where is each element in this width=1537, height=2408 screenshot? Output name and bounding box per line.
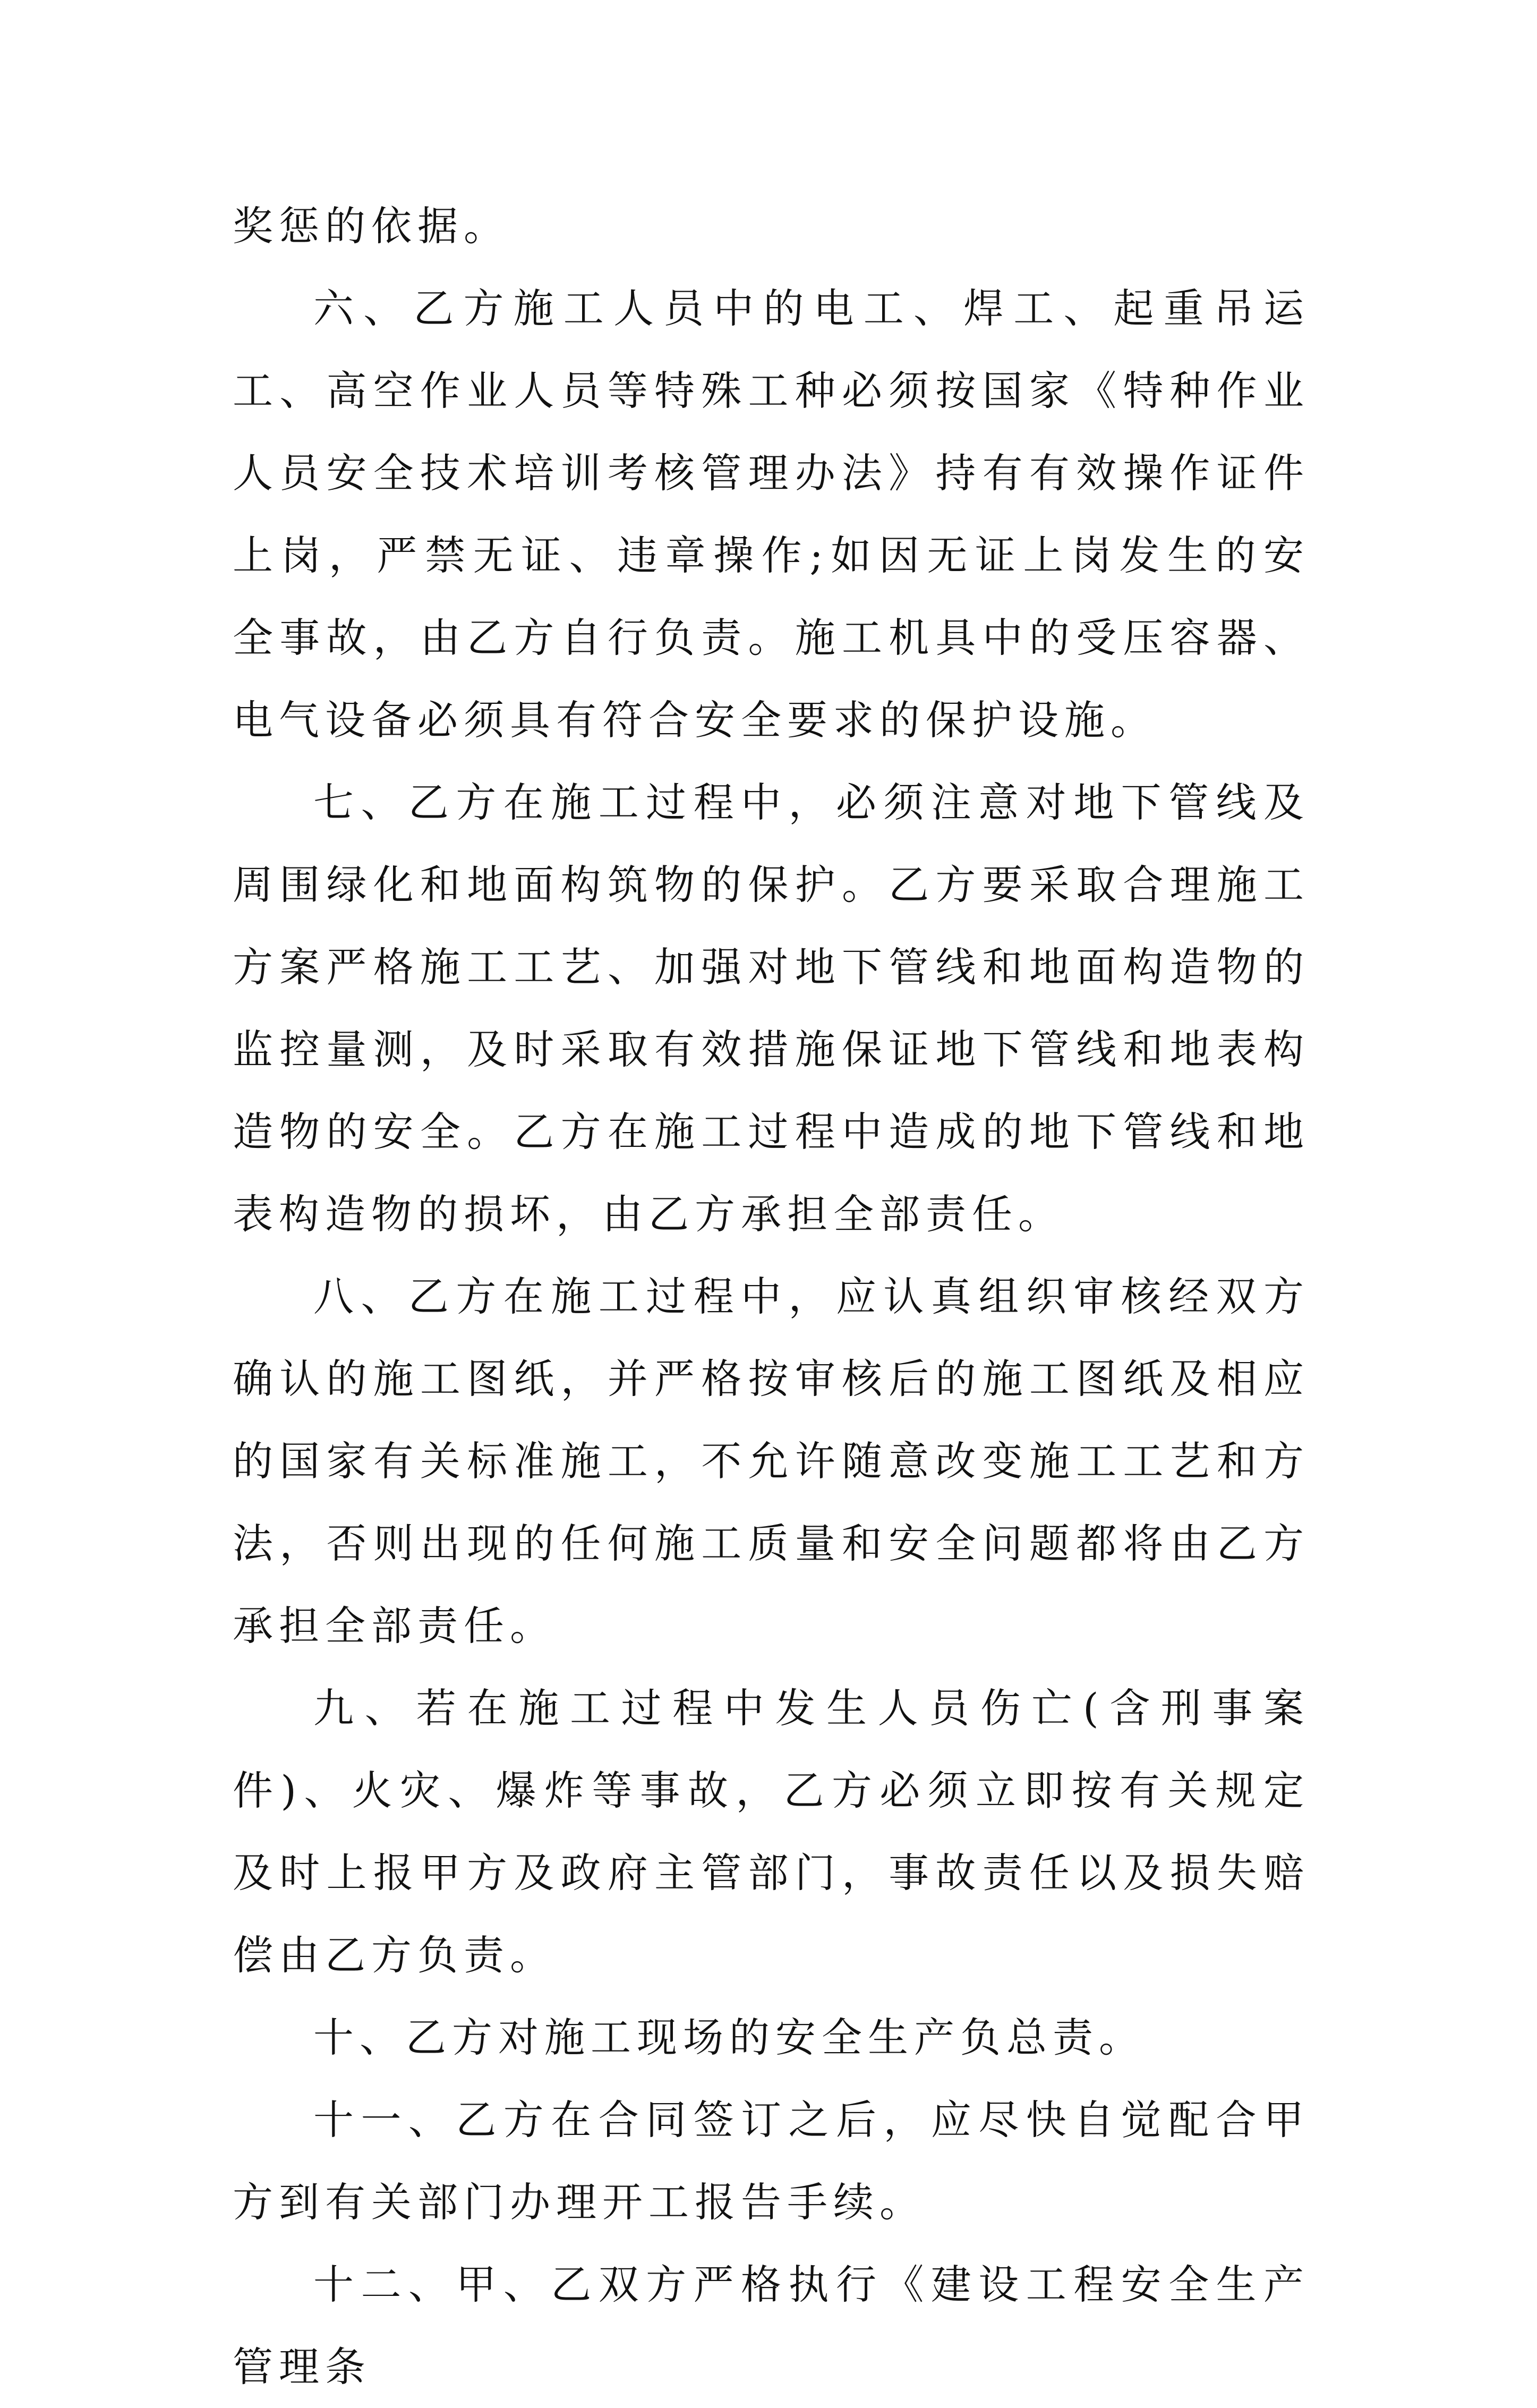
paragraph-clause-8: 八、乙方在施工过程中，应认真组织审核经双方确认的施工图纸，并严格按审核后的施工图纸及相应的国家有关标准施工，不允许随意改变施工工艺和方法，否则出现的任何施工质量和安全问题都将由乙方承担全部责任。 bbox=[233, 1273, 1310, 1649]
paragraph-continuation: 奖惩的依据。 bbox=[233, 202, 510, 250]
paragraph-clause-7: 七、乙方在施工过程中，必须注意对地下管线及周围绿化和地面构筑物的保护。乙方要采取合理施工方案严格施工工艺、加强对地下管线和地面构造物的监控量测，及时采取有效措施保证地下管线和地表构造物的安全。乙方在施工过程中造成的地下管线和地表构造物的损坏，由乙方承担全部责任。 bbox=[233, 779, 1310, 1238]
paragraph-clause-11: 十一、乙方在合同签订之后，应尽快自觉配合甲方到有关部门办理开工报告手续。 bbox=[233, 2096, 1310, 2226]
paragraph-clause-6: 六、乙方施工人员中的电工、焊工、起重吊运工、高空作业人员等特殊工种必须按国家《特种作业人员安全技术培训考核管理办法》持有有效操作证件上岗，严禁无证、违章操作;如因无证上岗发生的安全事故，由乙方自行负责。施工机具中的受压容器、电气设备必须具有符合安全要求的保护设施。 bbox=[233, 285, 1310, 744]
paragraph-clause-12: 十二、甲、乙双方严格执行《建设工程安全生产管理条 bbox=[233, 2261, 1310, 2390]
contract-text bbox=[233, 185, 1310, 2408]
paragraph-clause-10: 十、乙方对施工现场的安全生产负总责。 bbox=[313, 2014, 1145, 2061]
paragraph-clause-9: 九、若在施工过程中发生人员伤亡(含刑事案件)、火灾、爆炸等事故，乙方必须立即按有关规定及时上报甲方及政府主管部门，事故责任以及损失赔偿由乙方负责。 bbox=[233, 1684, 1310, 1979]
